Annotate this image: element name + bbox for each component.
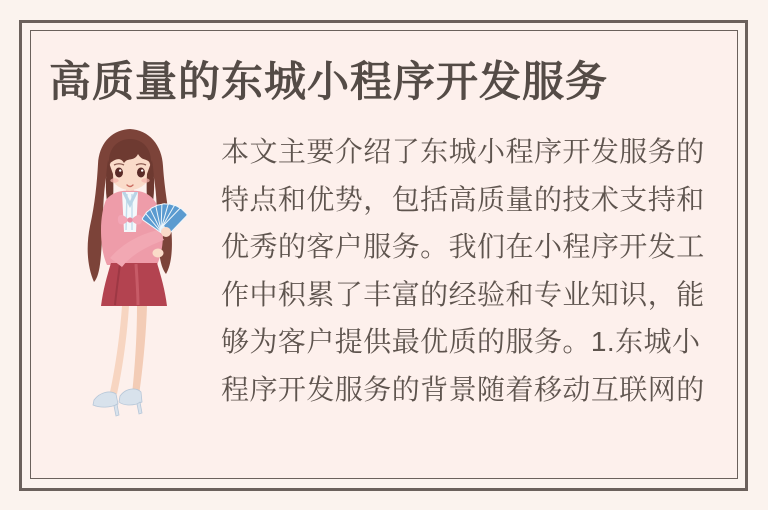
girl-skirt	[101, 263, 167, 306]
girl-leg-left	[110, 306, 129, 394]
girl-heels	[93, 389, 142, 416]
body-line-1: 本文主要介绍了东城小程序开发服务的	[221, 136, 705, 167]
article-body	[221, 128, 726, 414]
body-line-2: 特点和优势，包括高质量的技术支持和	[221, 183, 705, 215]
body-line-3: 优秀的客户服务。我们在小程序开发工	[221, 231, 705, 263]
body-line-4: 作中积累了丰富的经验和专业知识，能	[221, 278, 705, 310]
body-line-6: 程序开发服务的背景随着移动互联网的	[221, 373, 705, 405]
girl-eye-glint-right	[141, 169, 143, 171]
girl-eye-glint-left	[119, 169, 121, 171]
body-line-5: 够为客户提供最优质的服务。1.东城小	[221, 326, 701, 358]
girl-illustration	[80, 124, 212, 420]
girl-fan-hand	[161, 227, 171, 237]
girl-inner-top	[122, 192, 138, 232]
girl-waist-hand	[153, 249, 164, 258]
girl-leg-right	[132, 306, 147, 395]
page-title: 高质量的东城小程序开发服务	[49, 60, 609, 106]
